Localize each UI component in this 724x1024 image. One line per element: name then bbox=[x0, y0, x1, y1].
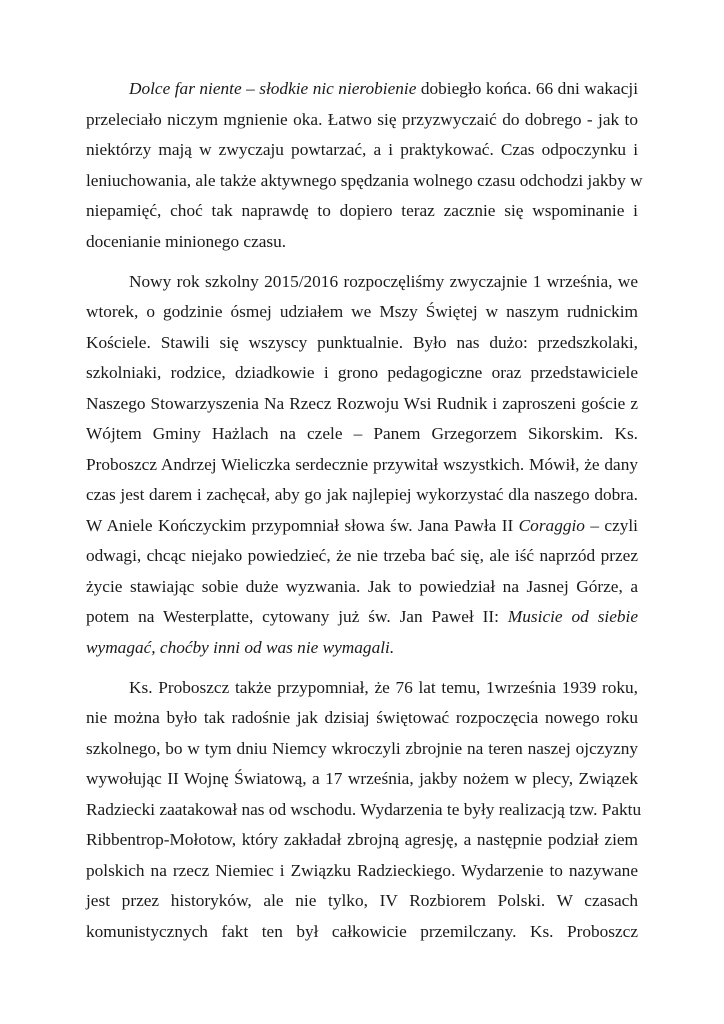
text-line bbox=[86, 602, 638, 633]
text-line bbox=[86, 886, 638, 917]
text-run: Ribbentrop-Mołotow, który zakładał zbrojną agresję, a następnie podział ziem bbox=[86, 830, 638, 849]
text-line bbox=[86, 196, 638, 227]
text-line bbox=[86, 734, 638, 765]
text-line bbox=[86, 389, 638, 420]
text-run: jest przez historyków, ale nie tylko, IV Rozbiorem Polski. W czasach bbox=[86, 891, 638, 910]
text-line bbox=[86, 358, 638, 389]
text-line bbox=[86, 795, 642, 826]
text-run: nie można było tak radośnie jak dzisiaj świętować rozpoczęcia nowego roku bbox=[86, 708, 638, 727]
text-run: wtorek, o godzinie ósmej udziałem we Mszy Świętej w naszym rudnickim bbox=[86, 302, 638, 321]
text-line bbox=[86, 856, 638, 887]
text-line bbox=[86, 419, 638, 450]
text-run: niektórzy mają w zwyczaju powtarzać, a i praktykować. Czas odpoczynku i bbox=[86, 140, 638, 159]
text-run: przeleciało niczym mgnienie oka. Łatwo się przyzwyczaić do dobrego - jak to bbox=[86, 109, 638, 129]
text-line bbox=[86, 297, 638, 328]
text-run: Naszego Stowarzyszenia Na Rzecz Rozwoju Wsi Rudnik i zaproszeni goście z bbox=[86, 393, 638, 413]
document-page bbox=[86, 74, 643, 947]
italic-text: Musicie od siebie bbox=[507, 607, 638, 626]
text-line bbox=[86, 135, 638, 166]
text-run: niepamięć, choć tak naprawdę to dopiero teraz zacznie się wspominanie i bbox=[86, 201, 638, 220]
text-line bbox=[86, 74, 638, 105]
text-run: komunistycznych fakt ten był całkowicie przemilczany. Ks. Proboszcz bbox=[86, 921, 638, 941]
text-run: szkolniaki, rodzice, dziadkowie i grono pedagogiczne oraz przedstawiciele bbox=[86, 363, 638, 382]
text-run: dobiegło końca. 66 dni wakacji bbox=[416, 79, 638, 98]
italic-text: Dolce far niente – słodkie nic nierobienie bbox=[129, 79, 417, 98]
text-run: – czyli bbox=[584, 515, 638, 535]
text-run: Ks. Proboszcz także przypomniał, że 76 lat temu, 1września 1939 roku, bbox=[129, 677, 638, 697]
text-run: Kościele. Stawili się wszyscy punktualnie. Było nas dużo: przedszkolaki, bbox=[86, 332, 638, 352]
text-run: polskich na rzecz Niemiec i Związku Radzieckiego. Wydarzenie to nazywane bbox=[86, 860, 638, 880]
text-run: czas jest darem i zachęcał, aby go jak najlepiej wykorzystać dla naszego dobra. bbox=[86, 485, 638, 504]
text-run: szkolnego, bo w tym dniu Niemcy wkroczyli zbrojnie na teren naszej ojczyzny bbox=[86, 738, 638, 758]
text-run: leniuchowania, ale także aktywnego spędzania wolnego czasu odchodzi jakby w bbox=[86, 170, 643, 190]
text-run: Proboszcz Andrzej Wieliczka serdecznie przywitał wszystkich. Mówił, że dany bbox=[86, 454, 638, 474]
text-run: potem na Westerplatte, cytowany już św. Jan Paweł II: bbox=[86, 607, 508, 626]
paragraph-3 bbox=[86, 673, 642, 948]
text-line bbox=[86, 703, 638, 734]
text-line bbox=[86, 572, 638, 603]
text-run: wywołując II Wojnę Światową, a 17 września, jakby nożem w plecy, Związek bbox=[86, 769, 638, 788]
text-line bbox=[86, 673, 638, 704]
text-line bbox=[86, 764, 638, 795]
text-run: Wójtem Gminy Hażlach na czele – Panem Grzegorzem Sikorskim. Ks. bbox=[86, 424, 638, 443]
text-run: życie stawiając sobie duże wyzwania. Jak to powiedział na Jasnej Górze, a bbox=[86, 576, 638, 596]
paragraph-2 bbox=[86, 267, 638, 664]
text-line bbox=[86, 105, 638, 136]
text-line bbox=[86, 227, 638, 258]
text-line bbox=[86, 328, 638, 359]
text-line bbox=[86, 825, 638, 856]
italic-text: wymagać, choćby inni od was nie wymagali. bbox=[86, 637, 395, 657]
text-line bbox=[86, 541, 638, 572]
text-run: docenianie minionego czasu. bbox=[86, 231, 287, 251]
text-run: W Aniele Kończyckim przypomniał słowa św. Jana Pawła II bbox=[86, 515, 519, 535]
italic-text: Coraggio bbox=[518, 515, 585, 535]
text-line bbox=[86, 480, 638, 511]
text-run: Nowy rok szkolny 2015/2016 rozpoczęliśmy zwyczajnie 1 września, we bbox=[129, 271, 638, 291]
text-line bbox=[86, 511, 638, 542]
text-line bbox=[86, 267, 638, 298]
text-line bbox=[86, 917, 638, 948]
text-line bbox=[86, 450, 638, 481]
paragraph-1 bbox=[86, 74, 643, 257]
text-run: odwagi, chcąc niejako powiedzieć, że nie trzeba bać się, ale iść naprzód przez bbox=[86, 546, 638, 565]
text-run: Radziecki zaatakował nas od wschodu. Wydarzenia te były realizacją tzw. Paktu bbox=[86, 799, 642, 819]
text-line bbox=[86, 633, 638, 664]
text-line bbox=[86, 166, 643, 197]
